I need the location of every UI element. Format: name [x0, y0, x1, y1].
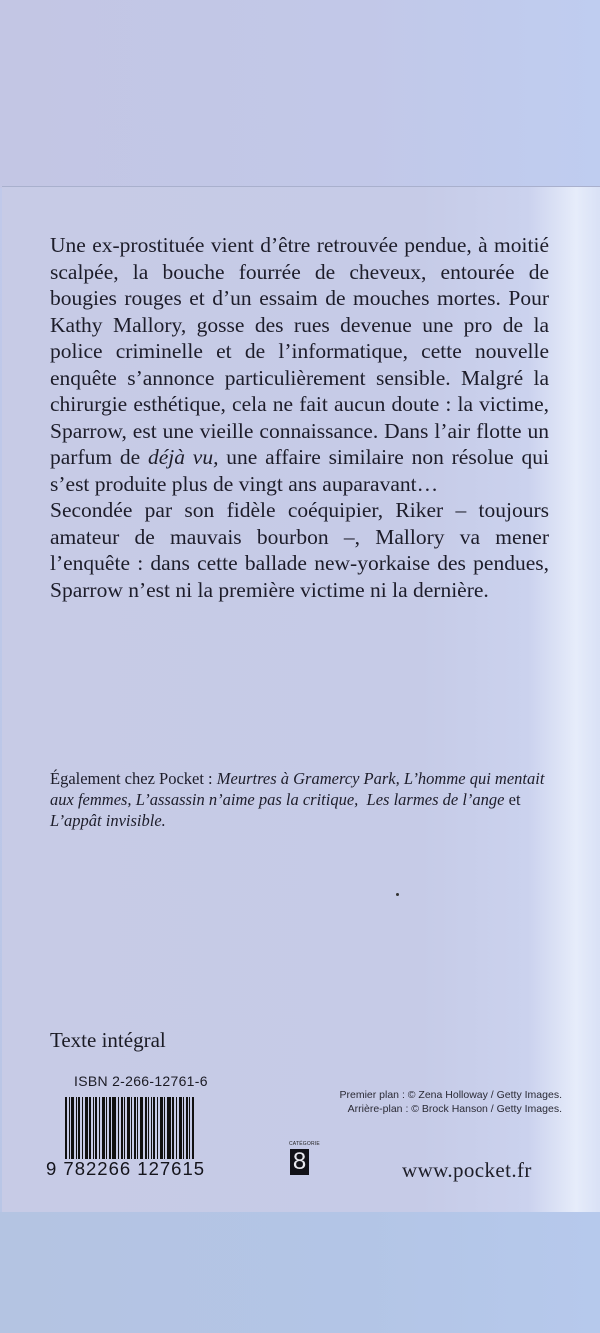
photo-credits [340, 1088, 563, 1116]
website: www.pocket.fr [402, 1158, 532, 1182]
edition-note: Texte intégral [50, 1028, 166, 1052]
also-intro: Également chez Pocket : [50, 769, 217, 788]
blurb-text: une affaire similaire non résolue qui s’est produite plus de vingt ans auparavant… [50, 445, 549, 496]
blurb-paragraph-1 [50, 232, 549, 497]
blurb-paragraph-2: Secondée par son fidèle coéquipier, Riker – toujours amateur de mauvais bourbon –, Mallory va mener l’enquête : dans cette ballade new-yorkaise des pendues, Sparrow n’est ni la première victime ni la dernière. [50, 498, 549, 602]
isbn: ISBN 2-266-12761-6 [74, 1073, 208, 1089]
blurb-italic: déjà vu, [147, 445, 219, 469]
title-item: Meurtres à Gramercy Park, [216, 769, 400, 788]
blurb [50, 232, 549, 603]
also-available [50, 768, 549, 831]
barcode [65, 1097, 231, 1159]
title-item: L’homme qui mentait aux femmes, [50, 769, 545, 809]
blurb-text: Une ex-prostituée vient d’être retrouvée pendue, à moitié scalpée, la bouche fourrée de cheveux, entourée de bougies rouges et d’un essaim de mouches mortes. Pour Kathy Mallory, gosse des rues devenue une pro de la police criminelle et de l’informatique, cette nouvelle enquête s’annonce particulièrement sensible. Malgré la chirurgie esthétique, cela ne fait aucun doute : la victime, Sparrow, est une vieille connaissance. Dans l’air flotte un parfum de [50, 233, 549, 469]
credit-line: Premier plan : © Zena Holloway / Getty Images. [339, 1089, 562, 1101]
speck [396, 893, 399, 896]
background-surface-top [0, 0, 600, 188]
title-item: L’assassin n’aime pas la critique, [135, 790, 359, 809]
category-label: CATÉGORIE [289, 1141, 320, 1147]
title-item: L’appât invisible. [50, 811, 166, 830]
barcode-digits: 9 782266 127615 [46, 1158, 206, 1179]
background-surface-bottom [0, 1212, 600, 1333]
credit-line: Arrière-plan : © Brock Hanson / Getty Images. [347, 1103, 562, 1115]
title-item: Les larmes de l’ange [366, 790, 505, 809]
category-badge: 8 [290, 1149, 309, 1175]
conjunction: et [504, 790, 521, 809]
